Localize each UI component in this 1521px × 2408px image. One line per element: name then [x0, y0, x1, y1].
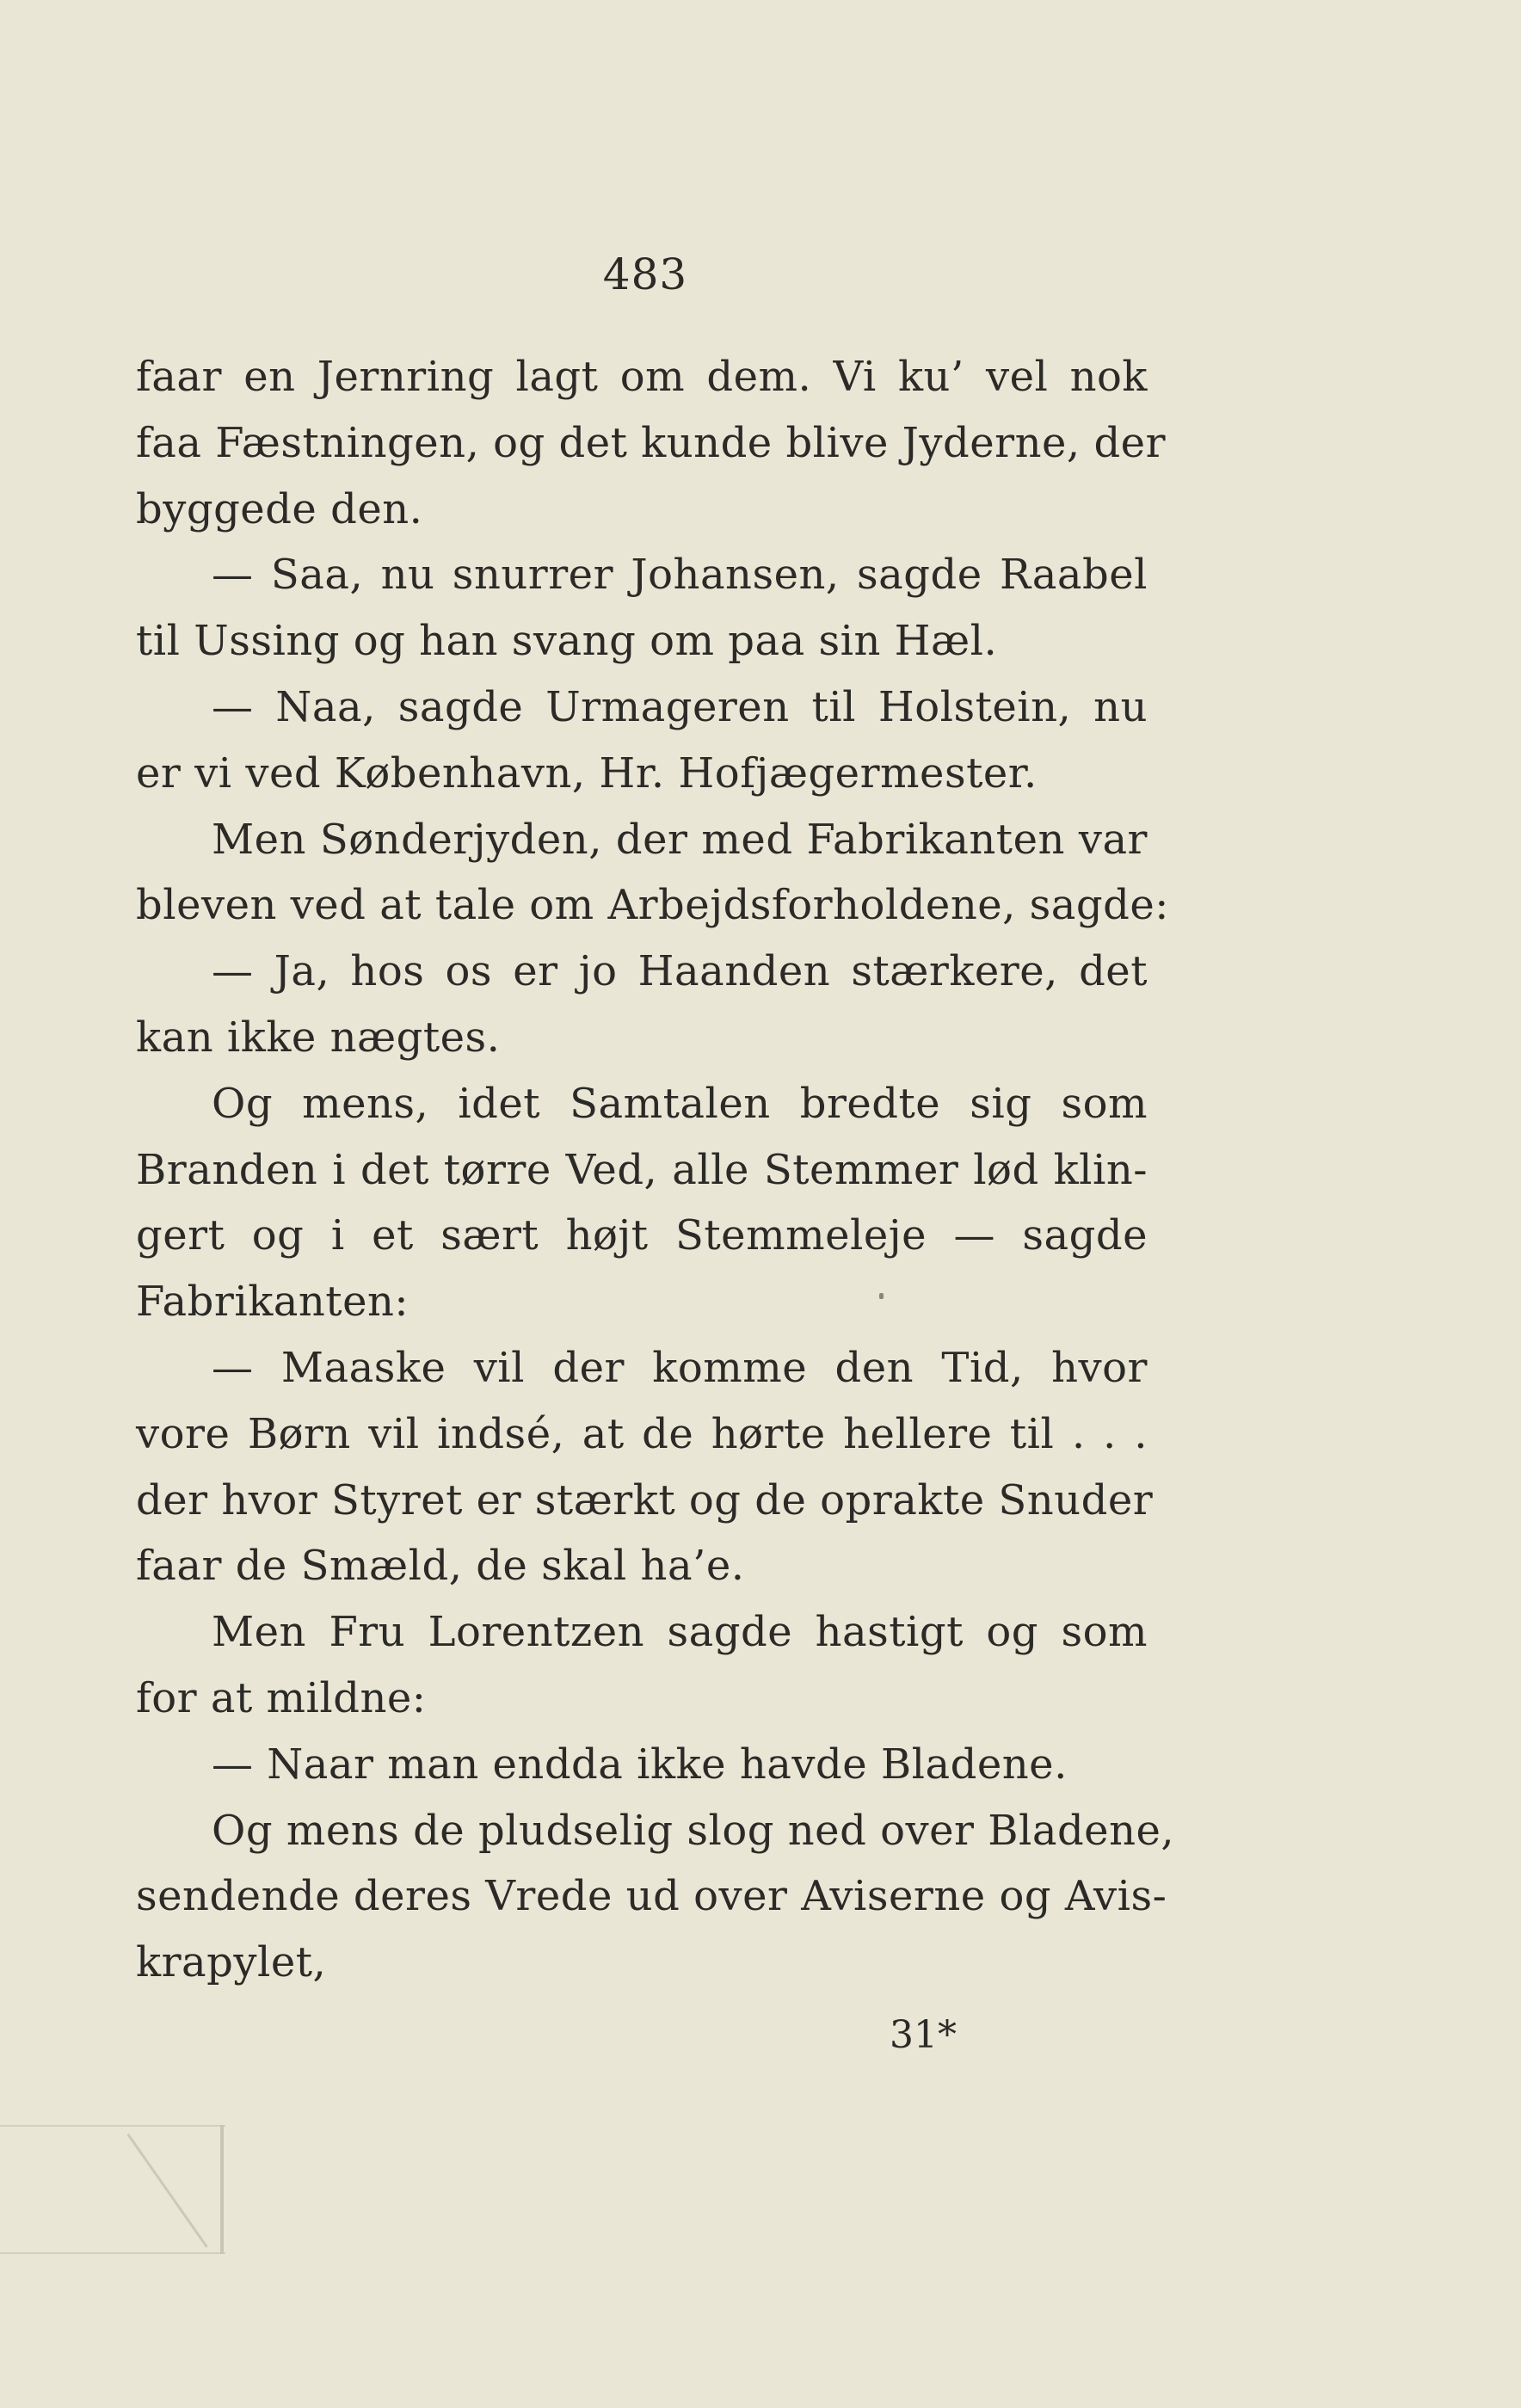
- text-line: er vi ved København, Hr. Hofjægermester.: [136, 748, 1038, 798]
- text-line: krapylet,: [136, 1938, 327, 1987]
- text-line: Branden i det tørre Ved, alle Stemmer lød klin-: [136, 1145, 1148, 1194]
- scan-edge-mark: [0, 2125, 225, 2254]
- text-line: Men Sønderjyden, der med Fabrikanten var: [212, 815, 1148, 864]
- text-line: — Naa, sagde Urmageren til Holstein, nu: [212, 682, 1148, 731]
- text-line: gert og i et sært højt Stemmeleje — sagde: [136, 1211, 1148, 1260]
- text-line: — Naar man endda ikke havde Bladene.: [212, 1740, 1068, 1789]
- text-line: bleven ved at tale om Arbejdsforholdene, sagde:: [136, 881, 1169, 930]
- page-number: 483: [602, 249, 688, 299]
- text-line: Og mens de pludselig slog ned over Bladene,: [212, 1806, 1175, 1855]
- ink-speck: [879, 1293, 884, 1299]
- text-line: Og mens, idet Samtalen bredte sig som: [212, 1079, 1148, 1128]
- text-line: Fabrikanten:: [136, 1278, 410, 1327]
- text-line: byggede den.: [136, 484, 423, 533]
- text-line: der hvor Styret er stærkt og de oprakte Snuder: [136, 1475, 1154, 1524]
- text-line: faar en Jernring lagt om dem. Vi ku’ vel nok: [136, 353, 1148, 401]
- text-line: til Ussing og han svang om paa sin Hæl.: [136, 617, 998, 666]
- text-line: — Maaske vil der komme den Tid, hvor: [212, 1343, 1148, 1392]
- text-line: for at mildne:: [136, 1673, 427, 1722]
- body-text: [136, 344, 1175, 1996]
- text-line: sendende deres Vrede ud over Aviserne og Avis-: [136, 1872, 1167, 1921]
- printer-signature: 31*: [890, 2013, 957, 2057]
- text-line: vore Børn vil indsé, at de hørte hellere til . . .: [136, 1409, 1148, 1458]
- text-line: — Ja, hos os er jo Haanden stærkere, det: [212, 947, 1148, 996]
- text-line: Men Fru Lorentzen sagde hastigt og som: [212, 1608, 1148, 1657]
- text-line: kan ikke nægtes.: [136, 1013, 501, 1062]
- text-line: faar de Smæld, de skal ha’e.: [136, 1542, 745, 1591]
- text-line: faa Fæstningen, og det kunde blive Jyderne, der: [136, 418, 1167, 467]
- text-line: — Saa, nu snurrer Johansen, sagde Raabel: [212, 551, 1148, 600]
